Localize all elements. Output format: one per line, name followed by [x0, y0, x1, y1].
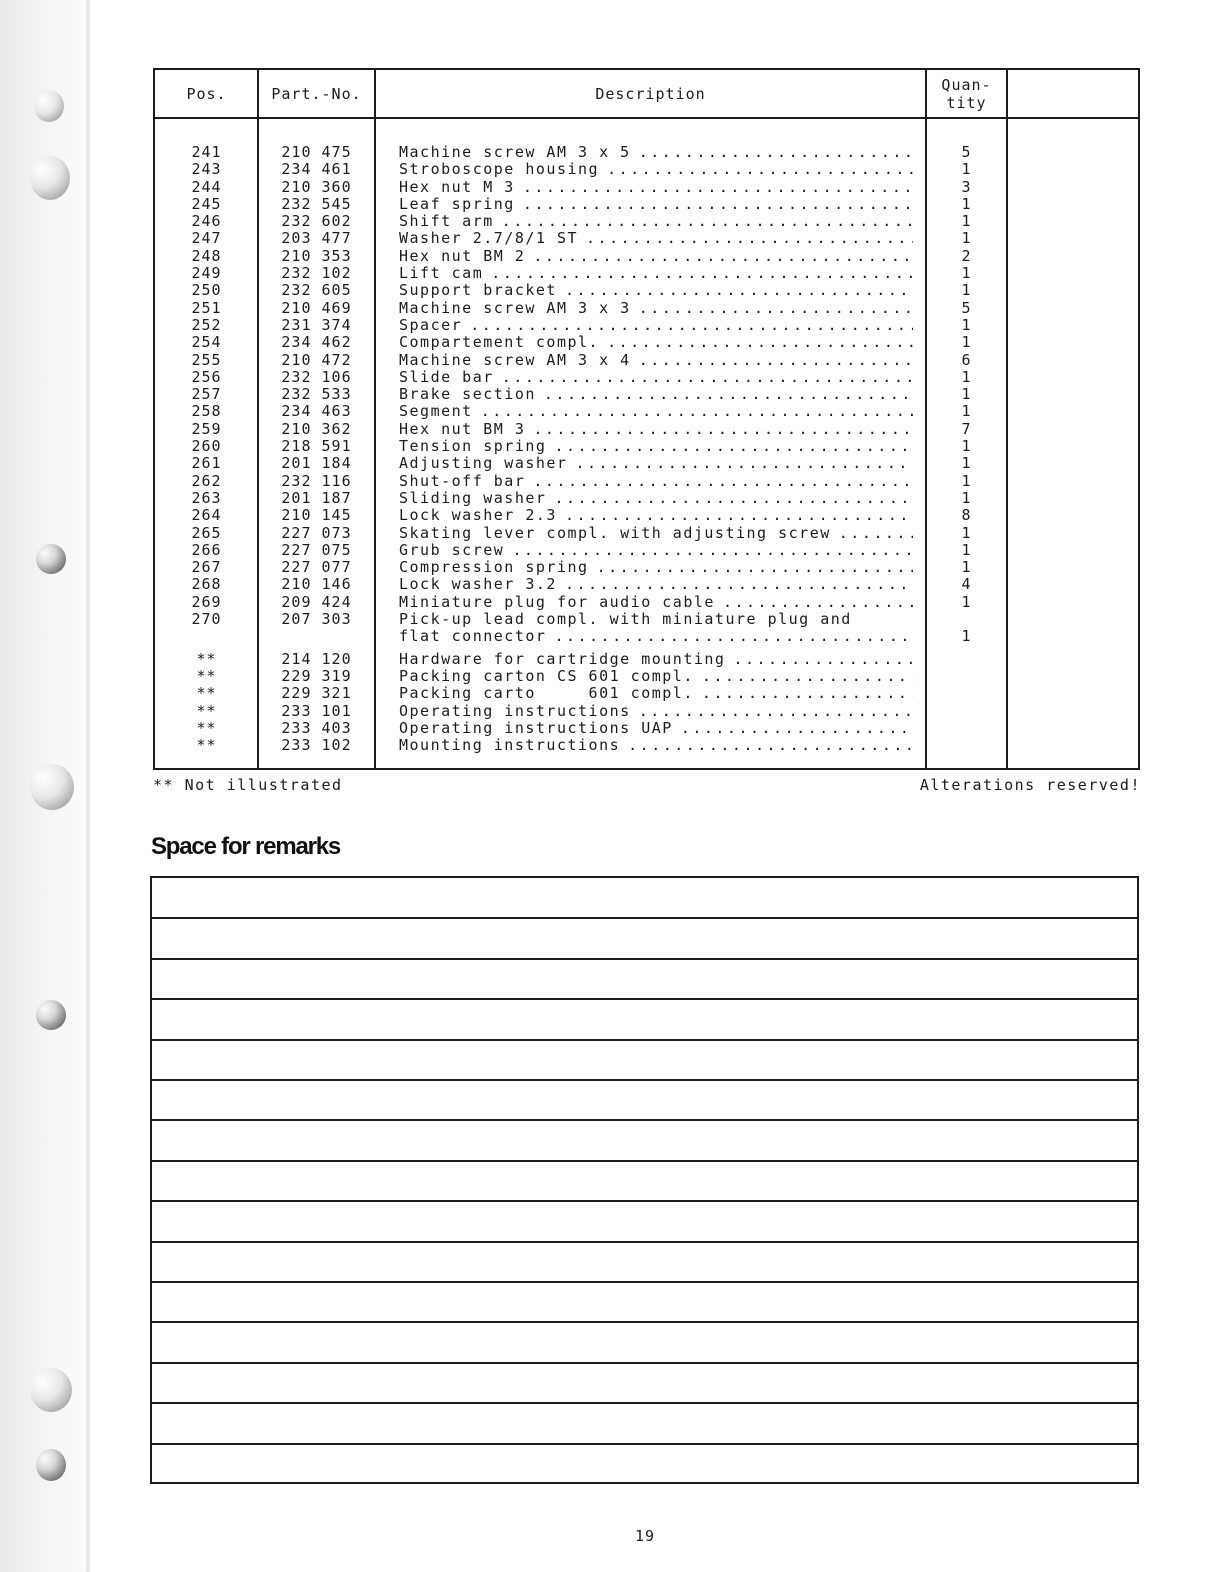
punch-hole	[30, 156, 70, 200]
table-row	[155, 559, 1138, 576]
part-no-cell: 232 533	[281, 385, 352, 404]
part-no-cell: 210 475	[281, 143, 352, 161]
quantity-cell: 6	[961, 350, 971, 369]
header-quantity: Quan- tity	[941, 75, 992, 112]
part-no-cell: 231 374	[281, 315, 352, 334]
description-cell	[399, 594, 913, 611]
part-no-cell: 210 360	[281, 177, 352, 196]
quantity-cell: 7	[961, 419, 971, 438]
quantity-cell: 1	[961, 558, 971, 577]
pos-cell: 268	[191, 575, 222, 594]
remarks-line	[152, 1321, 1137, 1323]
description-text: Leaf spring	[399, 196, 523, 213]
pos-cell: 264	[191, 506, 222, 525]
description-text: Miniature plug for audio cable	[399, 594, 723, 611]
description-text: Operating instructions UAP	[399, 720, 681, 737]
quantity-cell: 4	[961, 575, 971, 594]
table-row	[155, 317, 1138, 334]
leader-dots	[607, 334, 913, 351]
pos-cell: 251	[191, 298, 222, 317]
page-number: 19	[634, 1527, 656, 1545]
description-text: Shut-off bar	[399, 473, 533, 490]
table-row	[155, 438, 1138, 455]
punch-hole	[30, 764, 74, 810]
table-row	[155, 386, 1138, 403]
description-text: Compartement compl.	[399, 334, 607, 351]
table-row	[155, 490, 1138, 507]
remarks-line	[152, 1443, 1137, 1445]
part-no-cell: 234 461	[281, 160, 352, 179]
leader-dots	[523, 179, 913, 196]
description-text: Pick-up lead compl. with miniature plug and	[399, 611, 860, 628]
leader-dots	[702, 685, 913, 702]
part-no-cell: 232 605	[281, 281, 352, 300]
pos-cell: 261	[191, 454, 222, 473]
description-cell	[399, 473, 913, 490]
quantity-cell: 1	[961, 281, 971, 300]
description-text: Segment	[399, 403, 481, 420]
description-cell	[399, 525, 913, 542]
description-text: Washer 2.7/8/1 ST	[399, 230, 586, 247]
quantity-cell: 1	[961, 367, 971, 386]
quantity-cell: 1	[961, 194, 971, 213]
description-text: Machine screw AM 3 x 3	[399, 300, 639, 317]
pos-cell: 241	[191, 143, 222, 161]
pos-cell: **	[196, 649, 217, 668]
table-row	[155, 300, 1138, 317]
table-row	[155, 196, 1138, 213]
punch-hole	[30, 1368, 72, 1412]
leader-dots	[565, 507, 913, 524]
pos-cell: **	[196, 736, 217, 755]
parts-rows	[155, 144, 1138, 754]
table-row	[155, 651, 1138, 668]
punch-hole	[36, 544, 66, 574]
leader-dots	[597, 559, 913, 576]
pos-cell: 258	[191, 402, 222, 421]
quantity-cell: 1	[961, 402, 971, 421]
part-no-cell: 210 353	[281, 246, 352, 265]
leader-dots	[723, 594, 913, 611]
quantity-cell: 3	[961, 177, 971, 196]
quantity-cell: 5	[961, 298, 971, 317]
description-text: Slide bar	[399, 369, 502, 386]
description-cell	[399, 352, 913, 369]
punch-hole	[36, 1000, 66, 1030]
remarks-line	[152, 1119, 1137, 1121]
table-row	[155, 265, 1138, 282]
description-text: Hardware for cartridge mounting	[399, 651, 733, 668]
pos-cell: 263	[191, 488, 222, 507]
description-text: Lock washer 2.3	[399, 507, 565, 524]
description-text: Grub screw	[399, 542, 512, 559]
part-no-cell: 210 146	[281, 575, 352, 594]
part-no-cell: 227 075	[281, 540, 352, 559]
pos-cell: 252	[191, 315, 222, 334]
description-cell	[399, 369, 913, 386]
leader-dots	[733, 651, 913, 668]
table-row	[155, 179, 1138, 196]
pos-cell: 249	[191, 264, 222, 283]
description-cell	[399, 317, 913, 334]
table-row	[155, 576, 1138, 593]
description-text: Packing carton CS 601 compl.	[399, 668, 702, 685]
leader-dots	[533, 248, 913, 265]
part-no-cell: 234 463	[281, 402, 352, 421]
table-row	[155, 668, 1138, 685]
description-cell	[399, 144, 913, 161]
leader-dots	[565, 576, 913, 593]
pos-cell: 254	[191, 333, 222, 352]
table-row	[155, 213, 1138, 230]
part-no-cell: 201 187	[281, 488, 352, 507]
quantity-cell: 1	[961, 627, 971, 646]
part-no-cell: 232 602	[281, 212, 352, 231]
quantity-cell: 1	[961, 212, 971, 231]
quantity-cell: 1	[961, 229, 971, 248]
leader-dots	[502, 213, 913, 230]
table-row	[155, 685, 1138, 702]
description-text: Operating instructions	[399, 703, 639, 720]
pos-cell: 265	[191, 523, 222, 542]
description-cell	[399, 230, 913, 247]
pos-cell: 255	[191, 350, 222, 369]
description-cell	[399, 282, 913, 299]
remarks-line	[152, 1281, 1137, 1283]
leader-dots	[491, 265, 913, 282]
description-cell	[399, 668, 913, 685]
remarks-line	[152, 958, 1137, 960]
table-row	[155, 455, 1138, 472]
description-cell	[399, 265, 913, 282]
description-text: Adjusting washer	[399, 455, 576, 472]
remarks-line	[152, 1402, 1137, 1404]
parts-table	[153, 68, 1140, 770]
remarks-line	[152, 1160, 1137, 1162]
description-text: Brake section	[399, 386, 544, 403]
remarks-line	[152, 1241, 1137, 1243]
quantity-cell: 1	[961, 488, 971, 507]
description-cell	[399, 386, 913, 403]
description-cell	[399, 542, 913, 559]
table-row	[155, 525, 1138, 542]
part-no-cell: 201 184	[281, 454, 352, 473]
pos-cell: 246	[191, 212, 222, 231]
quantity-cell: 1	[961, 385, 971, 404]
description-cell	[399, 455, 913, 472]
leader-dots	[544, 386, 913, 403]
leader-dots	[628, 737, 913, 754]
description-text: flat connector	[399, 628, 554, 645]
description-cell	[399, 507, 913, 524]
description-cell	[399, 438, 913, 455]
description-text: Shift arm	[399, 213, 502, 230]
part-no-cell: 227 073	[281, 523, 352, 542]
part-no-cell: 218 591	[281, 437, 352, 456]
leader-dots	[554, 490, 913, 507]
remarks-line	[152, 1039, 1137, 1041]
description-cell	[399, 179, 913, 196]
quantity-cell: 1	[961, 454, 971, 473]
table-row	[155, 230, 1138, 247]
part-no-cell: 232 106	[281, 367, 352, 386]
description-cell	[399, 576, 913, 593]
leader-dots	[639, 703, 913, 720]
leader-dots	[554, 438, 913, 455]
part-no-cell: 233 101	[281, 701, 352, 720]
pos-cell: 269	[191, 592, 222, 611]
pos-cell: 244	[191, 177, 222, 196]
description-text: Machine screw AM 3 x 5	[399, 144, 639, 161]
description-cell	[399, 685, 913, 702]
remarks-line	[152, 998, 1137, 1000]
description-cell	[399, 403, 913, 420]
leader-dots	[607, 161, 913, 178]
description-text: Hex nut M 3	[399, 179, 523, 196]
quantity-cell: 1	[961, 592, 971, 611]
description-cell	[399, 213, 913, 230]
quantity-cell: 1	[961, 264, 971, 283]
part-no-cell: 233 403	[281, 718, 352, 737]
part-no-cell: 232 545	[281, 194, 352, 213]
leader-dots	[639, 144, 913, 161]
pos-cell: **	[196, 701, 217, 720]
remarks-title: Space for remarks	[151, 833, 341, 860]
remarks-line	[152, 1362, 1137, 1364]
table-row	[155, 161, 1138, 178]
description-text: Hex nut BM 3	[399, 421, 533, 438]
table-row	[155, 248, 1138, 265]
table-row	[155, 542, 1138, 559]
description-cell	[399, 490, 913, 507]
leader-dots	[502, 369, 913, 386]
pos-cell: **	[196, 718, 217, 737]
quantity-cell: 1	[961, 160, 971, 179]
pos-cell: 266	[191, 540, 222, 559]
part-no-cell: 232 102	[281, 264, 352, 283]
quantity-cell: 2	[961, 246, 971, 265]
description-text: Lock washer 3.2	[399, 576, 565, 593]
description-cell	[399, 334, 913, 351]
quantity-cell: 8	[961, 506, 971, 525]
table-row	[155, 703, 1138, 720]
punch-hole	[34, 90, 64, 122]
remarks-line	[152, 1079, 1137, 1081]
description-text: Lift cam	[399, 265, 491, 282]
leader-dots	[702, 668, 913, 685]
leader-dots	[512, 542, 913, 559]
leader-dots	[470, 317, 913, 334]
leader-dots	[576, 455, 914, 472]
description-cell	[399, 651, 913, 668]
description-text: Machine screw AM 3 x 4	[399, 352, 639, 369]
part-no-cell: 210 472	[281, 350, 352, 369]
table-row	[155, 421, 1138, 438]
part-no-cell: 207 303	[281, 610, 352, 629]
leader-dots	[639, 300, 913, 317]
table-row	[155, 473, 1138, 490]
description-text: Compression spring	[399, 559, 597, 576]
table-row	[155, 334, 1138, 351]
description-cell	[399, 300, 913, 317]
leader-dots	[639, 352, 913, 369]
pos-cell: **	[196, 684, 217, 703]
description-text: Support bracket	[399, 282, 565, 299]
table-row	[155, 282, 1138, 299]
table-row	[155, 403, 1138, 420]
pos-cell: 256	[191, 367, 222, 386]
description-text: Hex nut BM 2	[399, 248, 533, 265]
leader-dots	[533, 473, 913, 490]
pos-cell: 259	[191, 419, 222, 438]
header-part-no: Part.-No.	[271, 84, 362, 103]
description-cell	[399, 196, 913, 213]
part-no-cell: 234 462	[281, 333, 352, 352]
alterations-note: Alterations reserved!	[919, 776, 1141, 794]
part-no-cell: 203 477	[281, 229, 352, 248]
footnote: ** Not illustrated	[153, 776, 343, 794]
pos-cell: 243	[191, 160, 222, 179]
description-text: Stroboscope housing	[399, 161, 607, 178]
leader-dots	[681, 720, 913, 737]
description-cell	[399, 421, 913, 438]
table-row	[155, 507, 1138, 524]
part-no-cell: 214 120	[281, 649, 352, 668]
quantity-cell: 1	[961, 540, 971, 559]
pos-cell: 250	[191, 281, 222, 300]
header-divider	[155, 117, 1138, 119]
part-no-cell: 227 077	[281, 558, 352, 577]
quantity-cell: 1	[961, 437, 971, 456]
remarks-box	[150, 876, 1139, 1484]
pos-cell: 267	[191, 558, 222, 577]
leader-dots	[523, 196, 913, 213]
pos-cell: 262	[191, 471, 222, 490]
leader-dots	[586, 230, 913, 247]
header-pos: Pos.	[186, 84, 227, 103]
table-row	[155, 720, 1138, 737]
description-cell	[399, 161, 913, 178]
description-cell	[399, 611, 913, 646]
leader-dots	[565, 282, 913, 299]
pos-cell: 245	[191, 194, 222, 213]
pos-cell: 260	[191, 437, 222, 456]
quantity-cell: 1	[961, 523, 971, 542]
quantity-cell: 1	[961, 315, 971, 334]
quantity-cell: 1	[961, 471, 971, 490]
quantity-cell: 5	[961, 143, 971, 161]
table-row	[155, 737, 1138, 754]
description-text: Sliding washer	[399, 490, 554, 507]
leader-dots	[481, 403, 913, 420]
description-cell	[399, 248, 913, 265]
pos-cell: 270	[191, 610, 222, 629]
description-text: Skating lever compl. with adjusting screw	[399, 525, 839, 542]
table-row	[155, 144, 1138, 161]
description-cell	[399, 720, 913, 737]
description-cell	[399, 559, 913, 576]
pos-cell: 248	[191, 246, 222, 265]
description-cell	[399, 737, 913, 754]
pos-cell: **	[196, 666, 217, 685]
leader-dots	[839, 525, 913, 542]
leader-dots	[533, 421, 913, 438]
description-text: Spacer	[399, 317, 470, 334]
description-text: Packing carto 601 compl.	[399, 685, 702, 702]
description-text: Mounting instructions	[399, 737, 628, 754]
part-no-cell: 232 116	[281, 471, 352, 490]
part-no-cell: 229 319	[281, 666, 352, 685]
table-row	[155, 594, 1138, 611]
part-no-cell: 209 424	[281, 592, 352, 611]
header-description: Description	[595, 84, 706, 103]
remarks-line	[152, 1200, 1137, 1202]
table-row	[155, 611, 1138, 646]
part-no-cell: 210 145	[281, 506, 352, 525]
part-no-cell: 233 102	[281, 736, 352, 755]
description-cell	[399, 703, 913, 720]
part-no-cell: 210 469	[281, 298, 352, 317]
part-no-cell: 210 362	[281, 419, 352, 438]
part-no-cell: 229 321	[281, 684, 352, 703]
description-text: Tension spring	[399, 438, 554, 455]
quantity-cell: 1	[961, 333, 971, 352]
table-row	[155, 369, 1138, 386]
binder-edge	[86, 0, 90, 1572]
table-row	[155, 352, 1138, 369]
remarks-line	[152, 917, 1137, 919]
pos-cell: 247	[191, 229, 222, 248]
punch-hole	[36, 1449, 66, 1481]
pos-cell: 257	[191, 385, 222, 404]
leader-dots	[554, 628, 913, 645]
